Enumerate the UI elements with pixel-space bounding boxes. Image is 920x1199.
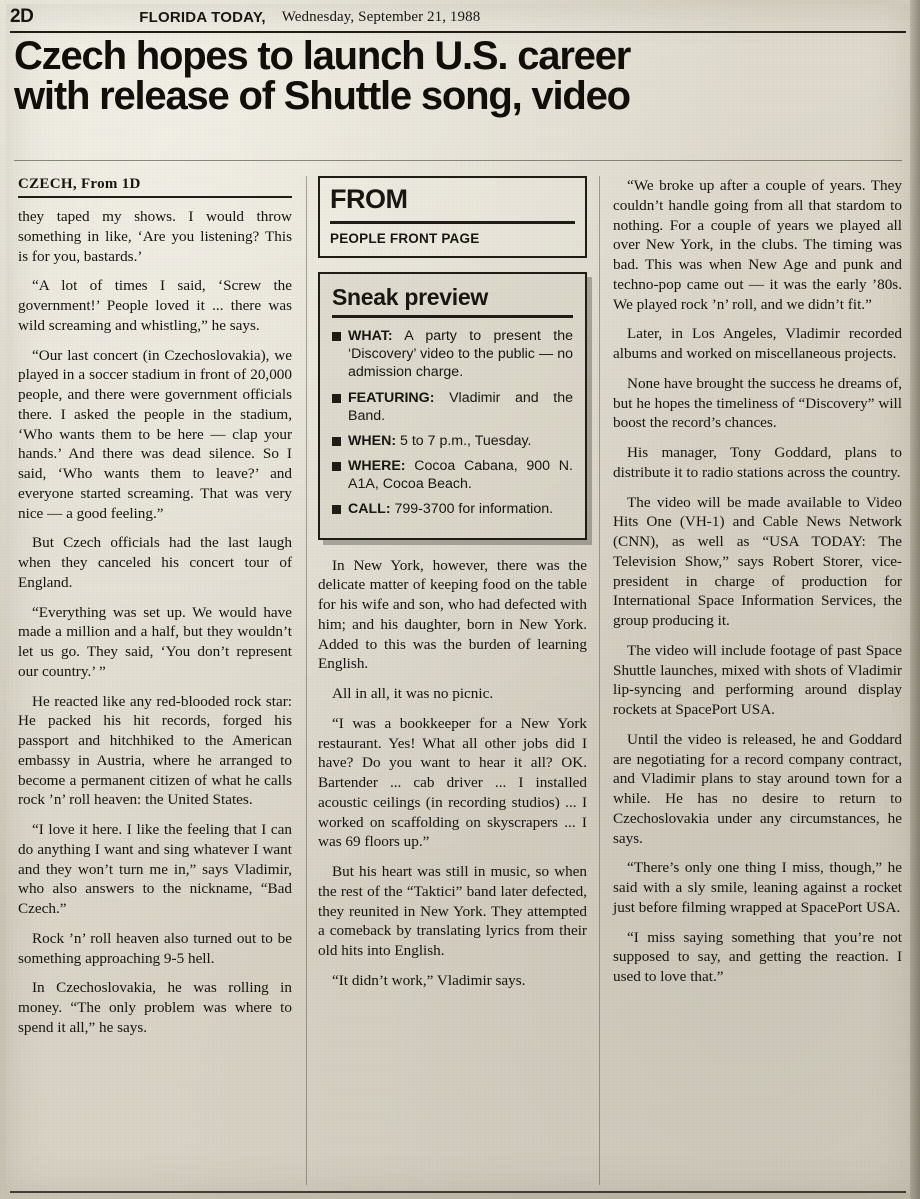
- paragraph: “Everything was set up. We would have made a million and a half, but they wouldn’t let us go. They said, ‘You don’t represent our country.’ ”: [18, 603, 292, 680]
- paragraph: Later, in Los Angeles, Vladimir recorded albums and worked on miscellaneous projects.: [613, 325, 902, 362]
- headline-line-1: Czech hopes to launch U.S. career: [14, 34, 631, 78]
- jump-line: CZECH, From 1D: [18, 176, 141, 192]
- column-three: [599, 176, 902, 1185]
- list-item: [332, 432, 573, 450]
- page-title: [14, 36, 902, 116]
- sneak-preview-rule: [332, 315, 573, 318]
- paragraph: In Czechoslovakia, he was rolling in money. “The only problem was where to spend it all,” he says.: [18, 979, 292, 1036]
- column-two: [306, 176, 599, 1185]
- sneak-item-text: [348, 389, 573, 425]
- paragraph: Rock ’n’ roll heaven also turned out to be something approaching 9-5 hell.: [18, 929, 292, 967]
- sneak-item-text: [348, 432, 531, 450]
- paragraph: His manager, Tony Goddard, plans to distribute it to radio stations across the country.: [613, 444, 902, 481]
- paragraph: None have brought the success he dreams of, but he hopes the timeliness of “Discovery” will boost the record’s chances.: [613, 374, 902, 432]
- sneak-item-text: [348, 457, 573, 493]
- paragraph: “There’s only one thing I miss, though,” he said with a sly smile, leaning against a rocket just before filming wrapped at SpacePort USA.: [613, 859, 902, 916]
- sneak-item-label: WHEN:: [348, 432, 397, 449]
- sneak-item-label: WHERE:: [348, 458, 406, 475]
- paragraph: But Czech officials had the last laugh when they canceled his concert tour of England.: [18, 534, 292, 591]
- square-bullet-icon: [332, 505, 341, 514]
- paragraph: “We broke up after a couple of years. They couldn’t handle going from all that stardom to nothing. For a couple of years we played all over New York, in the clubs. The timing was bad. This was when New Age and punk and techno-pop came out — it was the early ’80s. We played rock ’n’ roll, and we didn’t fit.”: [613, 177, 902, 313]
- square-bullet-icon: [332, 437, 341, 446]
- sneak-item-text: [348, 500, 553, 518]
- page-edge: [910, 0, 920, 1199]
- column-divider: [306, 176, 307, 1185]
- paragraph: The video will include footage of past Space Shuttle launches, mixed with shots of Vladimir lip-syncing and performing around display rockets at SpacePort USA.: [613, 641, 902, 718]
- column-divider: [599, 176, 600, 1185]
- masthead: [10, 4, 906, 30]
- list-item: [332, 457, 573, 493]
- issue-date: Wednesday, September 21, 1988: [281, 8, 481, 25]
- sneak-item-label: WHAT:: [348, 328, 393, 344]
- headline-rule: [14, 160, 902, 161]
- article-columns: [18, 176, 902, 1185]
- paragraph: He reacted like any red-blooded rock star: He packed his hit records, forged his passport and hitchhiked to the American embassy in Austria, where he arranged to become a permanent citizen of what he calls rock ’n’ roll heaven: the United States.: [18, 692, 292, 809]
- paragraph: “I was a bookkeeper for a New York restaurant. Yes! What all other jobs did I have? Do you want to hear it all? OK. Bartender ... cab driver ... I installed acoustic ceilings (in recording studios) ... I worked on scaffolding on skyscrapers ... I was 69 floors up.”: [318, 714, 587, 851]
- from-box-subtitle: PEOPLE FRONT PAGE: [330, 231, 480, 246]
- sneak-item-label: CALL:: [348, 501, 391, 518]
- list-item: [332, 500, 573, 518]
- paragraph: All in all, it was no picnic.: [332, 685, 494, 703]
- jump-rule: [18, 196, 292, 198]
- sneak-item-value: Cocoa Cabana, 900 N. A1A, Cocoa Beach.: [348, 458, 573, 493]
- sneak-preview-title: Sneak preview: [332, 284, 488, 310]
- sneak-item-text: [348, 327, 573, 382]
- paper-name: FLORIDA TODAY,: [139, 8, 266, 26]
- sneak-preview-box: [318, 272, 587, 540]
- column-one: [18, 176, 306, 1185]
- sneak-item-value: A party to present the ‘Discovery’ video to the public — no admission charge.: [348, 328, 573, 381]
- masthead-rule: [10, 31, 906, 33]
- paragraph: But his heart was still in music, so when the rest of the “Taktici” band later defected, they reunited in New York. They attempted a comeback by translating lyrics from their old hits into English.: [318, 863, 587, 960]
- square-bullet-icon: [332, 394, 341, 403]
- list-item: [332, 327, 573, 382]
- paragraph: The video will be made available to Video Hits One (VH-1) and Cable News Network (CNN), as well as “USA TODAY: The Television Show,” says Robert Storer, vice-president in charge of production for International Space Information Services, the group producing it.: [613, 493, 902, 629]
- paragraph: they taped my shows. I would throw something in like, ‘Are you listening? This is for you, bastards.’: [18, 208, 292, 265]
- sneak-item-value: 799-3700 for information.: [394, 501, 554, 518]
- sneak-item-label: FEATURING:: [348, 389, 435, 406]
- paragraph: “Our last concert (in Czechoslovakia), we played in a soccer stadium in front of 20,000 people, and there were government officials there. I asked the people in the stadium, ‘Who wants them to be here — clap your hands.’ And there was dead silence. So I said, ‘Who wants them to leave?’ and everyone started screaming. That was very nice — a good feeling.”: [18, 346, 292, 522]
- sneak-item-value: 5 to 7 p.m., Tuesday.: [400, 432, 532, 449]
- sneak-item-value: Vladimir and the Band.: [348, 389, 573, 424]
- list-item: [332, 389, 573, 425]
- paragraph: “A lot of times I said, ‘Screw the government!’ People loved it ... there was wild screaming and whistling,” he says.: [18, 277, 292, 334]
- page-number: 2D: [10, 6, 34, 27]
- headline-line-2: with release of Shuttle song, video: [14, 74, 630, 118]
- square-bullet-icon: [332, 332, 341, 341]
- paragraph: “I love it here. I like the feeling that I can do anything I want and sing whatever I want and they won’t turn me in,” says Vladimir, who also answers to the nickname, “Bad Czech.”: [18, 821, 292, 917]
- paragraph: In New York, however, there was the delicate matter of keeping food on the table for his wife and son, who had defected with him; and his daughter, born in New York. Added to this was the burden of learning English.: [318, 556, 587, 673]
- paragraph: Until the video is released, he and Goddard are negotiating for a record company contract, and Vladimir plans to stay around town for a while. He has no desire to return to Czechoslovakia under any circumstances, he says.: [613, 730, 902, 847]
- from-box-rule: [330, 221, 575, 224]
- from-box-title: FROM: [330, 184, 408, 214]
- square-bullet-icon: [332, 462, 341, 471]
- paragraph: “I miss saying something that you’re not supposed to say, and getting the reaction. I used to love that.”: [613, 928, 902, 985]
- from-box: [318, 176, 587, 258]
- bottom-rule: [10, 1191, 906, 1193]
- paragraph: “It didn’t work,” Vladimir says.: [332, 971, 526, 989]
